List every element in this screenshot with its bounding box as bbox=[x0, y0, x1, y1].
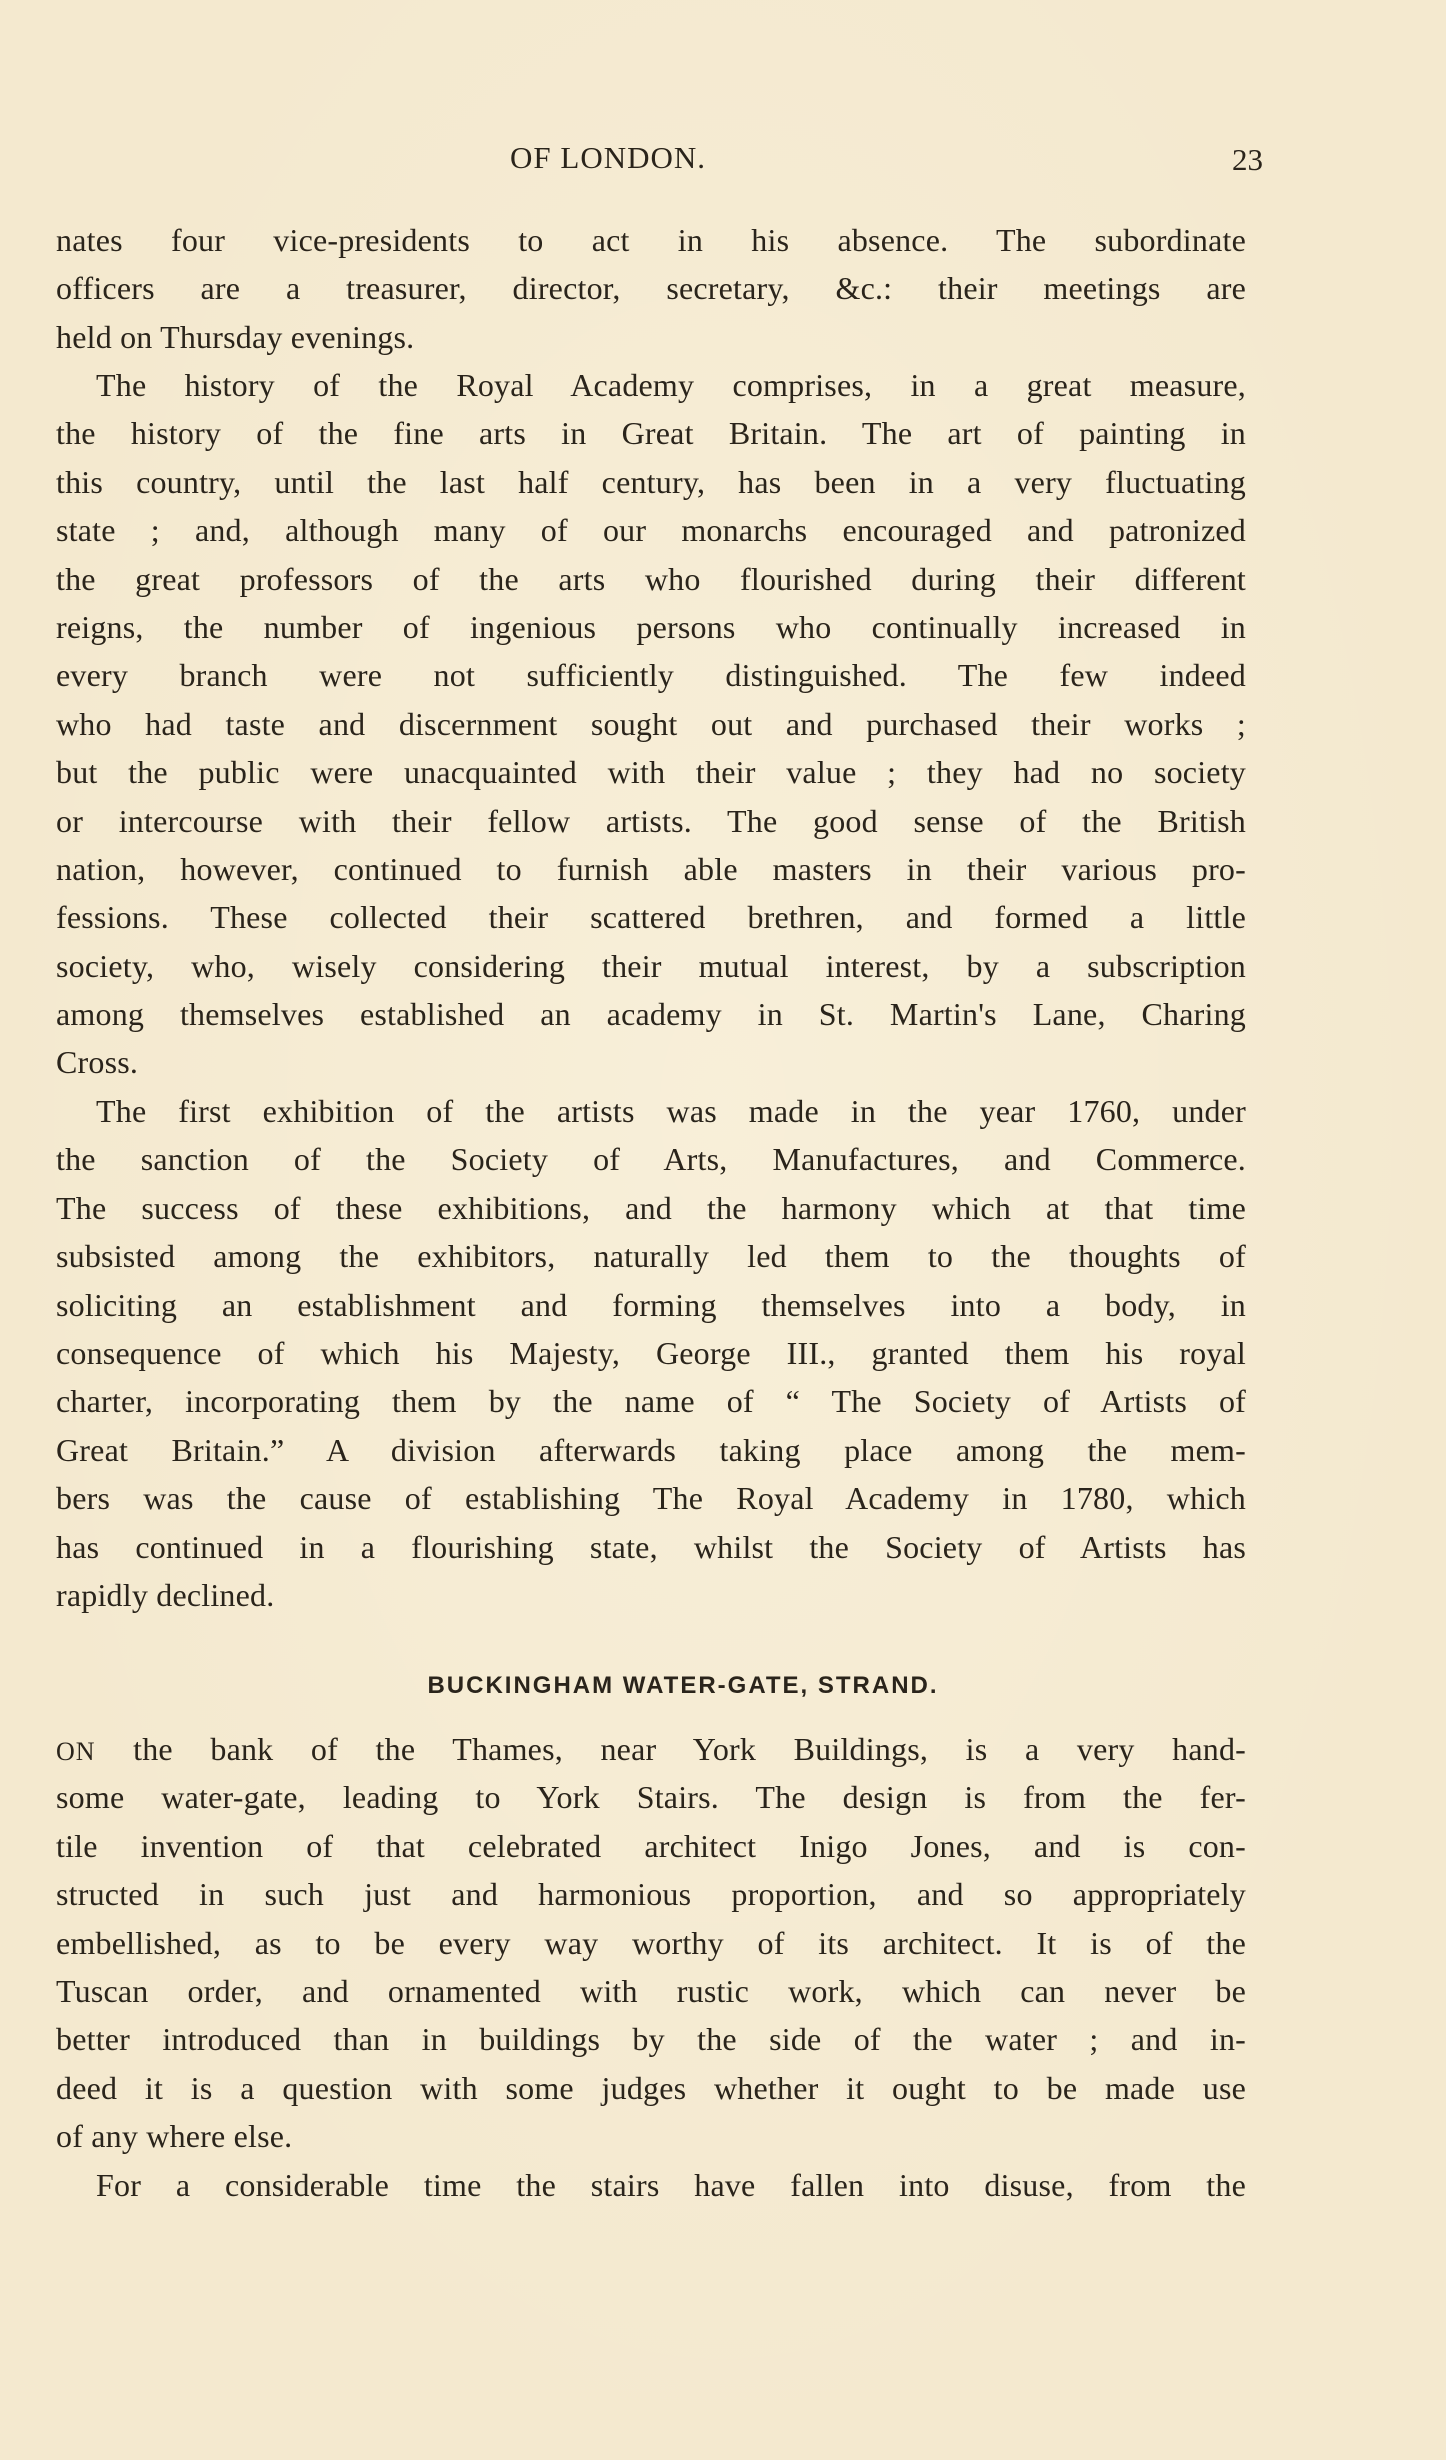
text-line: The success of these exhibitions, and the harmony which at that time bbox=[56, 1189, 1246, 1226]
text-line: fessions. These collected their scattered brethren, and formed a little bbox=[56, 899, 1246, 936]
text-line: better introduced than in buildings by the side of the water ; and in- bbox=[56, 2021, 1246, 2058]
text-line: but the public were unacquainted with their value ; they had no society bbox=[56, 754, 1246, 791]
text-line: tile invention of that celebrated architect Inigo Jones, and is con- bbox=[56, 1827, 1246, 1864]
text-line-rest: the bank of the Thames, near York Buildings, is a very hand- bbox=[95, 1731, 1246, 1767]
paragraph-stairs-disuse bbox=[56, 2161, 1246, 2209]
text-line: nation, however, continued to furnish able masters in their various pro- bbox=[56, 850, 1246, 887]
text-line: rapidly declined. bbox=[56, 1576, 275, 1613]
text-line: this country, until the last half century, has been in a very fluctuating bbox=[56, 463, 1246, 500]
text-line: embellished, as to be every way worthy of its architect. It is of the bbox=[56, 1924, 1246, 1961]
text-line: of any where else. bbox=[56, 2118, 293, 2155]
text-line: subsisted among the exhibitors, naturally led them to the thoughts of bbox=[56, 1238, 1246, 1275]
text-line: soliciting an establishment and forming themselves into a body, in bbox=[56, 1286, 1246, 1323]
section-heading bbox=[0, 1672, 1446, 1700]
section-heading-text: BUCKINGHAM WATER-GATE, STRAND. bbox=[427, 1672, 939, 1699]
text-line: Tuscan order, and ornamented with rustic work, which can never be bbox=[56, 1972, 1246, 2009]
text-line: The history of the Royal Academy comprises, in a great measure, bbox=[96, 367, 1246, 403]
text-line: some water-gate, leading to York Stairs. The design is from the fer- bbox=[56, 1779, 1246, 1816]
text-line: held on Thursday evenings. bbox=[56, 318, 415, 355]
running-head bbox=[0, 140, 1446, 190]
text-line: deed it is a question with some judges whether it ought to be made use bbox=[56, 2069, 1246, 2106]
text-line: society, who, wisely considering their mutual interest, by a subscription bbox=[56, 947, 1246, 984]
text-line: who had taste and discernment sought out and purchased their works ; bbox=[56, 705, 1246, 742]
text-line: the great professors of the arts who flourished during their different bbox=[56, 560, 1246, 597]
text-line: charter, incorporating them by the name of “ The Society of Artists of bbox=[56, 1383, 1246, 1420]
paragraph-royal-academy-history bbox=[56, 361, 1246, 1087]
text-line: or intercourse with their fellow artists. The good sense of the British bbox=[56, 802, 1246, 839]
paragraph-water-gate bbox=[56, 1725, 1246, 2161]
page-number: 23 bbox=[1232, 142, 1263, 177]
text-line: reigns, the number of ingenious persons who continually increased in bbox=[56, 608, 1246, 645]
text-line: Cross. bbox=[56, 1044, 139, 1081]
text-line: nates four vice-presidents to act in his absence. The subordinate bbox=[56, 222, 1246, 258]
text-line: bers was the cause of establishing The Royal Academy in 1780, which bbox=[56, 1480, 1246, 1517]
text-line: the sanction of the Society of Arts, Manufactures, and Commerce. bbox=[56, 1141, 1246, 1178]
text-line: state ; and, although many of our monarchs encouraged and patronized bbox=[56, 512, 1246, 549]
text-line: the history of the fine arts in Great Britain. The art of painting in bbox=[56, 415, 1246, 452]
paragraph-continuation bbox=[56, 216, 1246, 361]
text-line: has continued in a flourishing state, whilst the Society of Artists has bbox=[56, 1528, 1246, 1565]
text-line: consequence of which his Majesty, George III., granted them his royal bbox=[56, 1334, 1246, 1371]
text-line bbox=[56, 1725, 1246, 1773]
text-line: every branch were not sufficiently distinguished. The few indeed bbox=[56, 657, 1246, 694]
running-head-title: OF LONDON. bbox=[510, 140, 706, 175]
lead-initial: ON bbox=[56, 1737, 96, 1766]
text-line: The first exhibition of the artists was made in the year 1760, under bbox=[96, 1093, 1246, 1129]
text-line: For a considerable time the stairs have fallen into disuse, from the bbox=[96, 2167, 1246, 2203]
text-line: among themselves established an academy in St. Martin's Lane, Charing bbox=[56, 996, 1246, 1033]
text-line: Great Britain.” A division afterwards taking place among the mem- bbox=[56, 1431, 1246, 1468]
text-line: officers are a treasurer, director, secretary, &c.: their meetings are bbox=[56, 270, 1246, 307]
paragraph-first-exhibition bbox=[56, 1087, 1246, 1619]
text-line: structed in such just and harmonious proportion, and so appropriately bbox=[56, 1876, 1246, 1913]
